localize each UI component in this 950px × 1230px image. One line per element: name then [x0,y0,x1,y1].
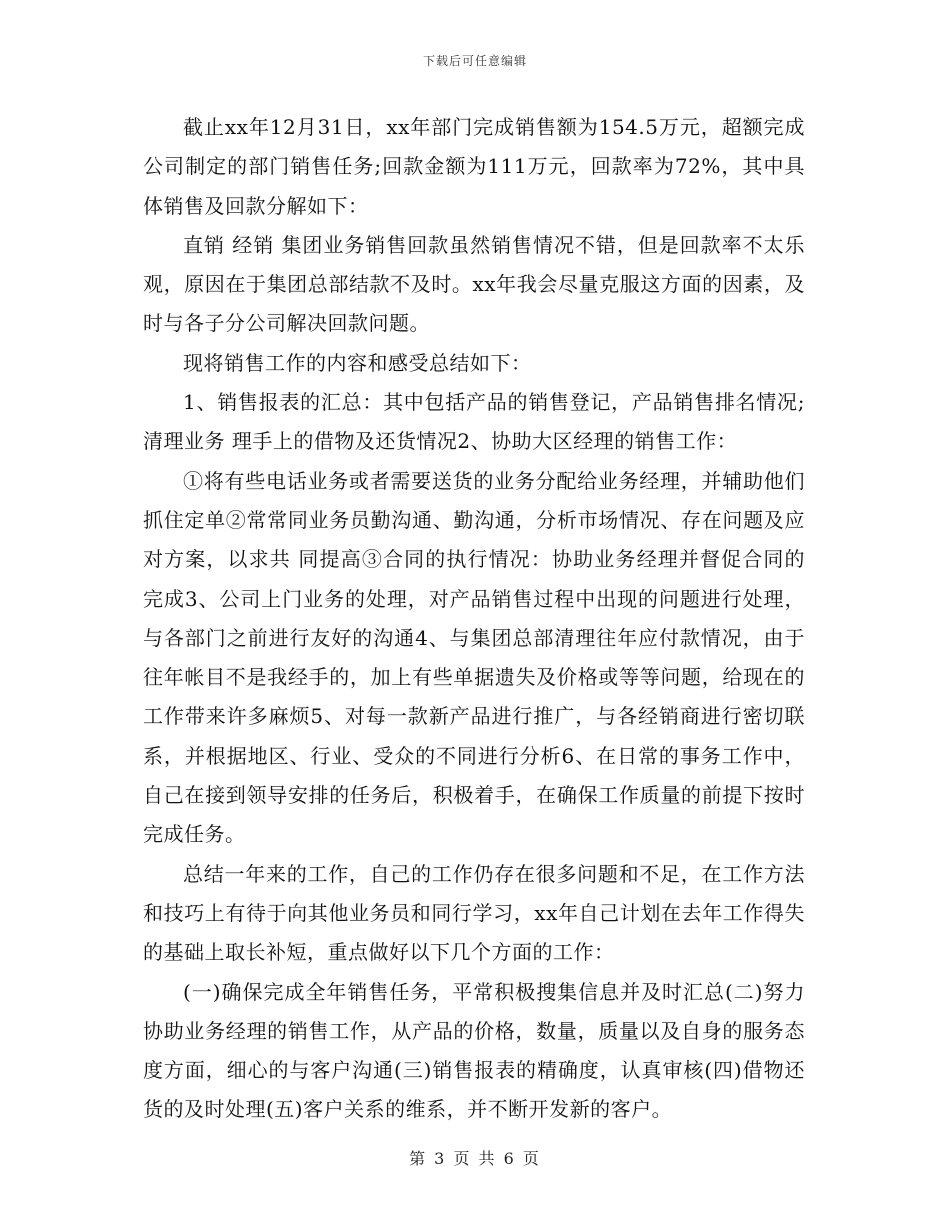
paragraph-summary-intro: 现将销售工作的内容和感受总结如下： [183,350,532,375]
paragraph-year-review: 总结一年来的工作，自己的工作仍存在很多问题和不足，在工作方法和技巧上有待于向其他业务员和同行学习，xx年自己计划在去年工作得失的基础上取长补短，重点做好以下几个方面的工作： [143,861,805,965]
page-number: 第 3 页 共 6 页 [409,1149,541,1168]
header-note: 下载后可任意编辑 [422,54,527,68]
paragraph-report-summary: 1、销售报表的汇总：其中包括产品的销售登记，产品销售排名情况;清理业务 理手上的借物及还货情况2、协助大区经理的销售工作： [143,390,805,454]
paragraph-next-year-plan: (一)确保完成全年销售任务，平常积极搜集信息并及时汇总(二)努力协助业务经理的销售工作，从产品的价格，数量，质量以及自身的服务态度方面，细心的与客户沟通(三)销售报表的精确度，认真审核(四)借物还货的及时处理(五)客户关系的维系，并不断开发新的客户。 [143,979,805,1122]
paragraph-sales-summary: 截止xx年12月31日，xx年部门完成销售额为154.5万元，超额完成公司制定的部门销售任务;回款金额为111万元，回款率为72%，其中具体销售及回款分解如下： [143,115,805,218]
paragraph-work-details: ①将有些电话业务或者需要送货的业务分配给业务经理，并辅助他们抓住定单②常常同业务员勤沟通、勤沟通，分析市场情况、存在问题及应对方案，以求共 同提高③合同的执行情况：协助业务经理并督促合同的完成3、公司上门业务的处理，对产品销售过程中出现的问题进行处理，与各部门之前进行友好的沟通4、与集团总部清理往年应付款情况，由于往年帐目不是我经手的，加上有些单据遗失及价格或等等问题，给现在的工作带来许多麻烦5、对每一款新产品进行推广，与各经销商进行密切联系，并根据地区、行业、受众的不同进行分析6、在日常的事务工作中，自己在接到领导安排的任务后，积极着手，在确保工作质量的前提下按时完成任务。 [143,468,805,847]
document-body [143,108,805,1130]
paragraph-collection-issues: 直销 经销 集团业务销售回款虽然销售情况不错，但是回款率不太乐观，原因在于集团总部结款不及时。xx年我会尽量克服这方面的因素，及时与各子分公司解决回款问题。 [143,232,805,336]
